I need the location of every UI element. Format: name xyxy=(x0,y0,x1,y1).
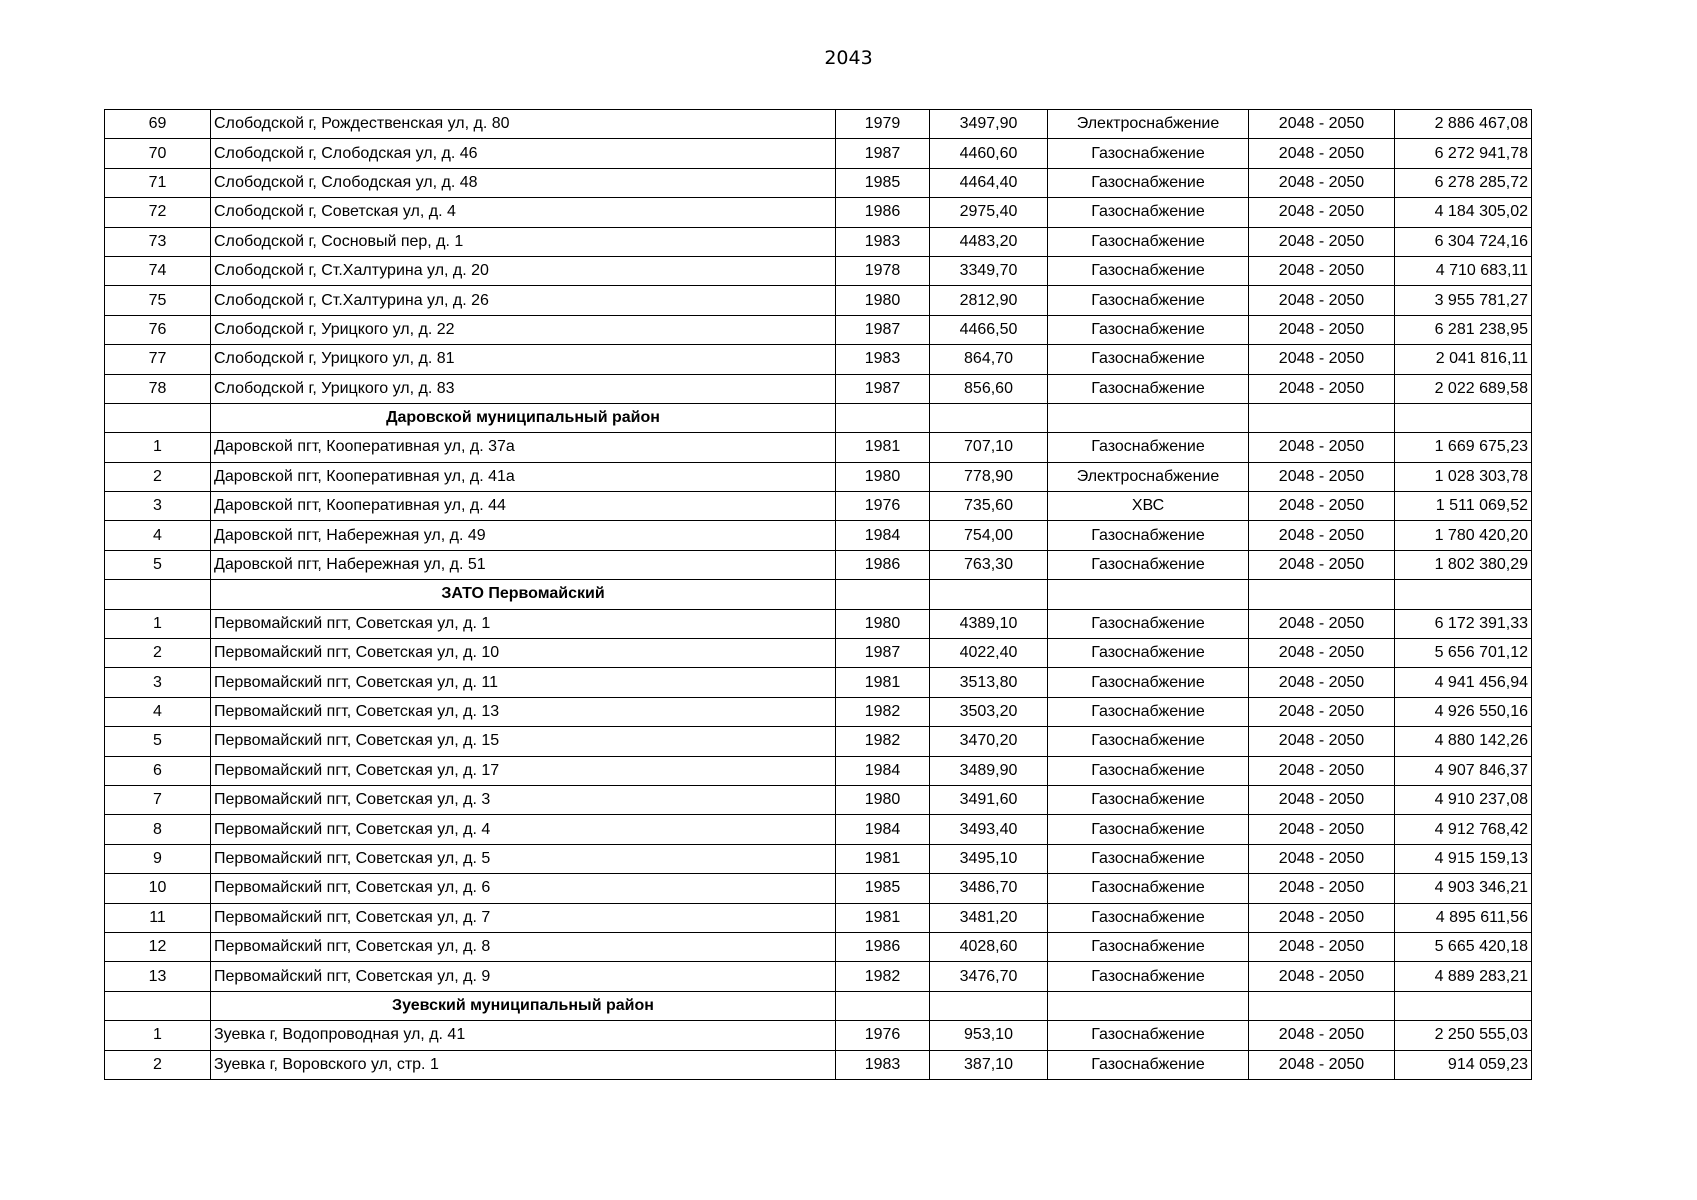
year-cell: 1983 xyxy=(836,345,930,374)
year-cell: 1976 xyxy=(836,1021,930,1050)
area-cell xyxy=(930,991,1048,1020)
table-row xyxy=(105,521,1532,550)
cost-cell: 5 665 420,18 xyxy=(1395,932,1532,961)
year-cell: 1983 xyxy=(836,1050,930,1079)
cost-cell: 6 172 391,33 xyxy=(1395,609,1532,638)
area-cell: 3489,90 xyxy=(930,756,1048,785)
work-type-cell: Газоснабжение xyxy=(1048,256,1249,285)
year-cell: 1980 xyxy=(836,609,930,638)
address-cell: Первомайский пгт, Советская ул, д. 9 xyxy=(211,962,836,991)
row-number: 12 xyxy=(105,932,211,961)
period-cell: 2048 - 2050 xyxy=(1249,256,1395,285)
table-row xyxy=(105,874,1532,903)
row-number: 73 xyxy=(105,227,211,256)
cost-cell: 4 903 346,21 xyxy=(1395,874,1532,903)
address-cell: Зуевка г, Воровского ул, стр. 1 xyxy=(211,1050,836,1079)
year-cell: 1986 xyxy=(836,550,930,579)
year-cell: 1985 xyxy=(836,874,930,903)
period-cell: 2048 - 2050 xyxy=(1249,492,1395,521)
year-cell: 1986 xyxy=(836,198,930,227)
year-cell: 1980 xyxy=(836,462,930,491)
period-cell: 2048 - 2050 xyxy=(1249,227,1395,256)
year-cell: 1981 xyxy=(836,844,930,873)
period-cell: 2048 - 2050 xyxy=(1249,903,1395,932)
period-cell: 2048 - 2050 xyxy=(1249,374,1395,403)
period-cell xyxy=(1249,991,1395,1020)
area-cell xyxy=(930,580,1048,609)
cost-cell xyxy=(1395,580,1532,609)
row-number xyxy=(105,580,211,609)
work-type-cell: Газоснабжение xyxy=(1048,168,1249,197)
cost-cell: 4 926 550,16 xyxy=(1395,697,1532,726)
section-title: ЗАТО Первомайский xyxy=(211,580,836,609)
year-cell: 1984 xyxy=(836,756,930,785)
period-cell: 2048 - 2050 xyxy=(1249,462,1395,491)
year-cell xyxy=(836,991,930,1020)
year-cell: 1979 xyxy=(836,110,930,139)
year-cell: 1985 xyxy=(836,168,930,197)
address-cell: Первомайский пгт, Советская ул, д. 1 xyxy=(211,609,836,638)
row-number: 71 xyxy=(105,168,211,197)
address-cell: Первомайский пгт, Советская ул, д. 4 xyxy=(211,815,836,844)
cost-cell: 2 041 816,11 xyxy=(1395,345,1532,374)
area-cell: 3513,80 xyxy=(930,668,1048,697)
row-number: 69 xyxy=(105,110,211,139)
address-cell: Слободской г, Сосновый пер, д. 1 xyxy=(211,227,836,256)
row-number: 9 xyxy=(105,844,211,873)
area-cell: 864,70 xyxy=(930,345,1048,374)
period-cell: 2048 - 2050 xyxy=(1249,1021,1395,1050)
year-cell: 1982 xyxy=(836,962,930,991)
cost-cell: 4 889 283,21 xyxy=(1395,962,1532,991)
cost-cell: 6 278 285,72 xyxy=(1395,168,1532,197)
address-cell: Первомайский пгт, Советская ул, д. 5 xyxy=(211,844,836,873)
work-type-cell xyxy=(1048,991,1249,1020)
table-row xyxy=(105,815,1532,844)
cost-cell: 2 886 467,08 xyxy=(1395,110,1532,139)
address-cell: Первомайский пгт, Советская ул, д. 8 xyxy=(211,932,836,961)
row-number: 10 xyxy=(105,874,211,903)
work-type-cell: Газоснабжение xyxy=(1048,756,1249,785)
year-cell xyxy=(836,403,930,432)
area-cell: 4466,50 xyxy=(930,315,1048,344)
year-cell: 1987 xyxy=(836,639,930,668)
work-type-cell: Газоснабжение xyxy=(1048,315,1249,344)
row-number: 74 xyxy=(105,256,211,285)
area-cell: 763,30 xyxy=(930,550,1048,579)
area-cell: 4460,60 xyxy=(930,139,1048,168)
row-number: 7 xyxy=(105,785,211,814)
cost-cell: 6 281 238,95 xyxy=(1395,315,1532,344)
year-cell: 1976 xyxy=(836,492,930,521)
period-cell: 2048 - 2050 xyxy=(1249,286,1395,315)
period-cell: 2048 - 2050 xyxy=(1249,756,1395,785)
table-row xyxy=(105,286,1532,315)
row-number: 6 xyxy=(105,756,211,785)
period-cell: 2048 - 2050 xyxy=(1249,110,1395,139)
year-cell: 1982 xyxy=(836,727,930,756)
table-row xyxy=(105,110,1532,139)
period-cell: 2048 - 2050 xyxy=(1249,815,1395,844)
table-row xyxy=(105,668,1532,697)
area-cell: 4389,10 xyxy=(930,609,1048,638)
cost-cell: 1 669 675,23 xyxy=(1395,433,1532,462)
period-cell xyxy=(1249,403,1395,432)
area-cell: 735,60 xyxy=(930,492,1048,521)
area-cell xyxy=(930,403,1048,432)
work-type-cell: Газоснабжение xyxy=(1048,903,1249,932)
address-cell: Слободской г, Ст.Халтурина ул, д. 20 xyxy=(211,256,836,285)
area-cell: 3491,60 xyxy=(930,785,1048,814)
area-cell: 953,10 xyxy=(930,1021,1048,1050)
cost-cell: 6 272 941,78 xyxy=(1395,139,1532,168)
period-cell: 2048 - 2050 xyxy=(1249,932,1395,961)
cost-cell: 3 955 781,27 xyxy=(1395,286,1532,315)
row-number: 1 xyxy=(105,609,211,638)
area-cell: 3476,70 xyxy=(930,962,1048,991)
area-cell: 707,10 xyxy=(930,433,1048,462)
work-type-cell: Газоснабжение xyxy=(1048,844,1249,873)
period-cell: 2048 - 2050 xyxy=(1249,668,1395,697)
table-row xyxy=(105,492,1532,521)
cost-cell: 4 880 142,26 xyxy=(1395,727,1532,756)
area-cell: 778,90 xyxy=(930,462,1048,491)
area-cell: 4028,60 xyxy=(930,932,1048,961)
row-number xyxy=(105,991,211,1020)
address-cell: Слободской г, Урицкого ул, д. 22 xyxy=(211,315,836,344)
year-cell: 1987 xyxy=(836,374,930,403)
address-cell: Первомайский пгт, Советская ул, д. 17 xyxy=(211,756,836,785)
period-cell: 2048 - 2050 xyxy=(1249,139,1395,168)
area-cell: 2975,40 xyxy=(930,198,1048,227)
period-cell: 2048 - 2050 xyxy=(1249,639,1395,668)
year-cell: 1980 xyxy=(836,785,930,814)
address-cell: Даровской пгт, Набережная ул, д. 49 xyxy=(211,521,836,550)
address-cell: Даровской пгт, Кооперативная ул, д. 44 xyxy=(211,492,836,521)
year-cell: 1986 xyxy=(836,932,930,961)
work-type-cell: Газоснабжение xyxy=(1048,286,1249,315)
work-type-cell: Газоснабжение xyxy=(1048,345,1249,374)
area-cell: 4022,40 xyxy=(930,639,1048,668)
row-number: 1 xyxy=(105,1021,211,1050)
table-row xyxy=(105,932,1532,961)
address-cell: Первомайский пгт, Советская ул, д. 11 xyxy=(211,668,836,697)
table-row xyxy=(105,345,1532,374)
year-cell: 1981 xyxy=(836,668,930,697)
table-row xyxy=(105,962,1532,991)
year-cell: 1984 xyxy=(836,521,930,550)
row-number: 72 xyxy=(105,198,211,227)
area-cell: 3481,20 xyxy=(930,903,1048,932)
area-cell: 3497,90 xyxy=(930,110,1048,139)
page-number: 2043 xyxy=(824,47,873,69)
row-number: 78 xyxy=(105,374,211,403)
section-header-row xyxy=(105,580,1532,609)
table-row xyxy=(105,903,1532,932)
address-cell: Первомайский пгт, Советская ул, д. 10 xyxy=(211,639,836,668)
cost-cell: 4 907 846,37 xyxy=(1395,756,1532,785)
row-number: 13 xyxy=(105,962,211,991)
section-title: Зуевский муниципальный район xyxy=(211,991,836,1020)
year-cell: 1987 xyxy=(836,139,930,168)
work-type-cell: Электроснабжение xyxy=(1048,110,1249,139)
year-cell: 1980 xyxy=(836,286,930,315)
work-type-cell: Газоснабжение xyxy=(1048,433,1249,462)
area-cell: 754,00 xyxy=(930,521,1048,550)
cost-cell: 914 059,23 xyxy=(1395,1050,1532,1079)
cost-cell: 6 304 724,16 xyxy=(1395,227,1532,256)
address-cell: Слободской г, Рождественская ул, д. 80 xyxy=(211,110,836,139)
area-cell: 3486,70 xyxy=(930,874,1048,903)
year-cell: 1984 xyxy=(836,815,930,844)
address-cell: Слободской г, Урицкого ул, д. 83 xyxy=(211,374,836,403)
row-number: 5 xyxy=(105,727,211,756)
cost-cell: 4 910 237,08 xyxy=(1395,785,1532,814)
period-cell: 2048 - 2050 xyxy=(1249,433,1395,462)
area-cell: 4464,40 xyxy=(930,168,1048,197)
table-row xyxy=(105,550,1532,579)
table-row xyxy=(105,639,1532,668)
address-cell: Слободской г, Советская ул, д. 4 xyxy=(211,198,836,227)
period-cell: 2048 - 2050 xyxy=(1249,844,1395,873)
cost-cell: 1 780 420,20 xyxy=(1395,521,1532,550)
cost-cell: 2 250 555,03 xyxy=(1395,1021,1532,1050)
row-number: 3 xyxy=(105,668,211,697)
cost-cell: 2 022 689,58 xyxy=(1395,374,1532,403)
row-number: 70 xyxy=(105,139,211,168)
year-cell: 1982 xyxy=(836,697,930,726)
work-type-cell xyxy=(1048,403,1249,432)
table-row xyxy=(105,374,1532,403)
work-type-cell: Газоснабжение xyxy=(1048,962,1249,991)
work-type-cell: Газоснабжение xyxy=(1048,727,1249,756)
work-type-cell: Электроснабжение xyxy=(1048,462,1249,491)
period-cell: 2048 - 2050 xyxy=(1249,1050,1395,1079)
row-number: 4 xyxy=(105,697,211,726)
cost-cell: 4 710 683,11 xyxy=(1395,256,1532,285)
area-cell: 3503,20 xyxy=(930,697,1048,726)
row-number: 2 xyxy=(105,462,211,491)
period-cell: 2048 - 2050 xyxy=(1249,785,1395,814)
table-row xyxy=(105,315,1532,344)
cost-cell: 4 895 611,56 xyxy=(1395,903,1532,932)
address-cell: Первомайский пгт, Советская ул, д. 3 xyxy=(211,785,836,814)
work-type-cell: Газоснабжение xyxy=(1048,609,1249,638)
address-cell: Даровской пгт, Набережная ул, д. 51 xyxy=(211,550,836,579)
work-type-cell: Газоснабжение xyxy=(1048,639,1249,668)
work-type-cell: Газоснабжение xyxy=(1048,815,1249,844)
row-number: 8 xyxy=(105,815,211,844)
work-type-cell: Газоснабжение xyxy=(1048,374,1249,403)
registry-body xyxy=(105,110,1532,1080)
row-number: 11 xyxy=(105,903,211,932)
work-type-cell: Газоснабжение xyxy=(1048,697,1249,726)
period-cell xyxy=(1249,580,1395,609)
table-row xyxy=(105,609,1532,638)
table-row xyxy=(105,256,1532,285)
work-type-cell xyxy=(1048,580,1249,609)
address-cell: Первомайский пгт, Советская ул, д. 13 xyxy=(211,697,836,726)
cost-cell: 5 656 701,12 xyxy=(1395,639,1532,668)
cost-cell xyxy=(1395,991,1532,1020)
cost-cell: 4 184 305,02 xyxy=(1395,198,1532,227)
cost-cell: 4 912 768,42 xyxy=(1395,815,1532,844)
table-row xyxy=(105,433,1532,462)
address-cell: Первомайский пгт, Советская ул, д. 15 xyxy=(211,727,836,756)
address-cell: Даровской пгт, Кооперативная ул, д. 41а xyxy=(211,462,836,491)
area-cell: 3495,10 xyxy=(930,844,1048,873)
area-cell: 3493,40 xyxy=(930,815,1048,844)
work-type-cell: Газоснабжение xyxy=(1048,198,1249,227)
work-type-cell: Газоснабжение xyxy=(1048,874,1249,903)
address-cell: Первомайский пгт, Советская ул, д. 7 xyxy=(211,903,836,932)
table-row xyxy=(105,462,1532,491)
work-type-cell: Газоснабжение xyxy=(1048,1050,1249,1079)
row-number: 77 xyxy=(105,345,211,374)
period-cell: 2048 - 2050 xyxy=(1249,521,1395,550)
period-cell: 2048 - 2050 xyxy=(1249,345,1395,374)
work-type-cell: Газоснабжение xyxy=(1048,139,1249,168)
row-number: 2 xyxy=(105,1050,211,1079)
period-cell: 2048 - 2050 xyxy=(1249,874,1395,903)
table-row xyxy=(105,227,1532,256)
address-cell: Слободской г, Слободская ул, д. 46 xyxy=(211,139,836,168)
work-type-cell: Газоснабжение xyxy=(1048,521,1249,550)
row-number: 5 xyxy=(105,550,211,579)
period-cell: 2048 - 2050 xyxy=(1249,609,1395,638)
table-row xyxy=(105,1050,1532,1079)
work-type-cell: Газоснабжение xyxy=(1048,550,1249,579)
period-cell: 2048 - 2050 xyxy=(1249,315,1395,344)
cost-cell: 1 511 069,52 xyxy=(1395,492,1532,521)
year-cell: 1981 xyxy=(836,903,930,932)
cost-cell xyxy=(1395,403,1532,432)
work-type-cell: Газоснабжение xyxy=(1048,668,1249,697)
cost-cell: 4 941 456,94 xyxy=(1395,668,1532,697)
table-row xyxy=(105,756,1532,785)
area-cell: 4483,20 xyxy=(930,227,1048,256)
table-row xyxy=(105,1021,1532,1050)
work-type-cell: Газоснабжение xyxy=(1048,1021,1249,1050)
year-cell: 1981 xyxy=(836,433,930,462)
period-cell: 2048 - 2050 xyxy=(1249,198,1395,227)
area-cell: 3470,20 xyxy=(930,727,1048,756)
table-row xyxy=(105,139,1532,168)
area-cell: 856,60 xyxy=(930,374,1048,403)
row-number: 75 xyxy=(105,286,211,315)
table-row xyxy=(105,785,1532,814)
area-cell: 387,10 xyxy=(930,1050,1048,1079)
year-cell: 1987 xyxy=(836,315,930,344)
table-row xyxy=(105,844,1532,873)
address-cell: Слободской г, Урицкого ул, д. 81 xyxy=(211,345,836,374)
address-cell: Первомайский пгт, Советская ул, д. 6 xyxy=(211,874,836,903)
row-number xyxy=(105,403,211,432)
table-row xyxy=(105,198,1532,227)
year-cell: 1983 xyxy=(836,227,930,256)
work-type-cell: Газоснабжение xyxy=(1048,785,1249,814)
work-type-cell: Газоснабжение xyxy=(1048,932,1249,961)
address-cell: Даровской пгт, Кооперативная ул, д. 37а xyxy=(211,433,836,462)
section-header-row xyxy=(105,403,1532,432)
section-title: Даровской муниципальный район xyxy=(211,403,836,432)
address-cell: Слободской г, Слободская ул, д. 48 xyxy=(211,168,836,197)
table-row xyxy=(105,168,1532,197)
row-number: 76 xyxy=(105,315,211,344)
period-cell: 2048 - 2050 xyxy=(1249,727,1395,756)
period-cell: 2048 - 2050 xyxy=(1249,697,1395,726)
row-number: 2 xyxy=(105,639,211,668)
table-row xyxy=(105,697,1532,726)
row-number: 4 xyxy=(105,521,211,550)
row-number: 3 xyxy=(105,492,211,521)
registry-table xyxy=(104,109,1532,1080)
cost-cell: 1 802 380,29 xyxy=(1395,550,1532,579)
section-header-row xyxy=(105,991,1532,1020)
period-cell: 2048 - 2050 xyxy=(1249,962,1395,991)
cost-cell: 1 028 303,78 xyxy=(1395,462,1532,491)
address-cell: Зуевка г, Водопроводная ул, д. 41 xyxy=(211,1021,836,1050)
area-cell: 2812,90 xyxy=(930,286,1048,315)
work-type-cell: Газоснабжение xyxy=(1048,227,1249,256)
work-type-cell: ХВС xyxy=(1048,492,1249,521)
year-cell: 1978 xyxy=(836,256,930,285)
year-cell xyxy=(836,580,930,609)
cost-cell: 4 915 159,13 xyxy=(1395,844,1532,873)
area-cell: 3349,70 xyxy=(930,256,1048,285)
row-number: 1 xyxy=(105,433,211,462)
address-cell: Слободской г, Ст.Халтурина ул, д. 26 xyxy=(211,286,836,315)
period-cell: 2048 - 2050 xyxy=(1249,550,1395,579)
table-row xyxy=(105,727,1532,756)
period-cell: 2048 - 2050 xyxy=(1249,168,1395,197)
